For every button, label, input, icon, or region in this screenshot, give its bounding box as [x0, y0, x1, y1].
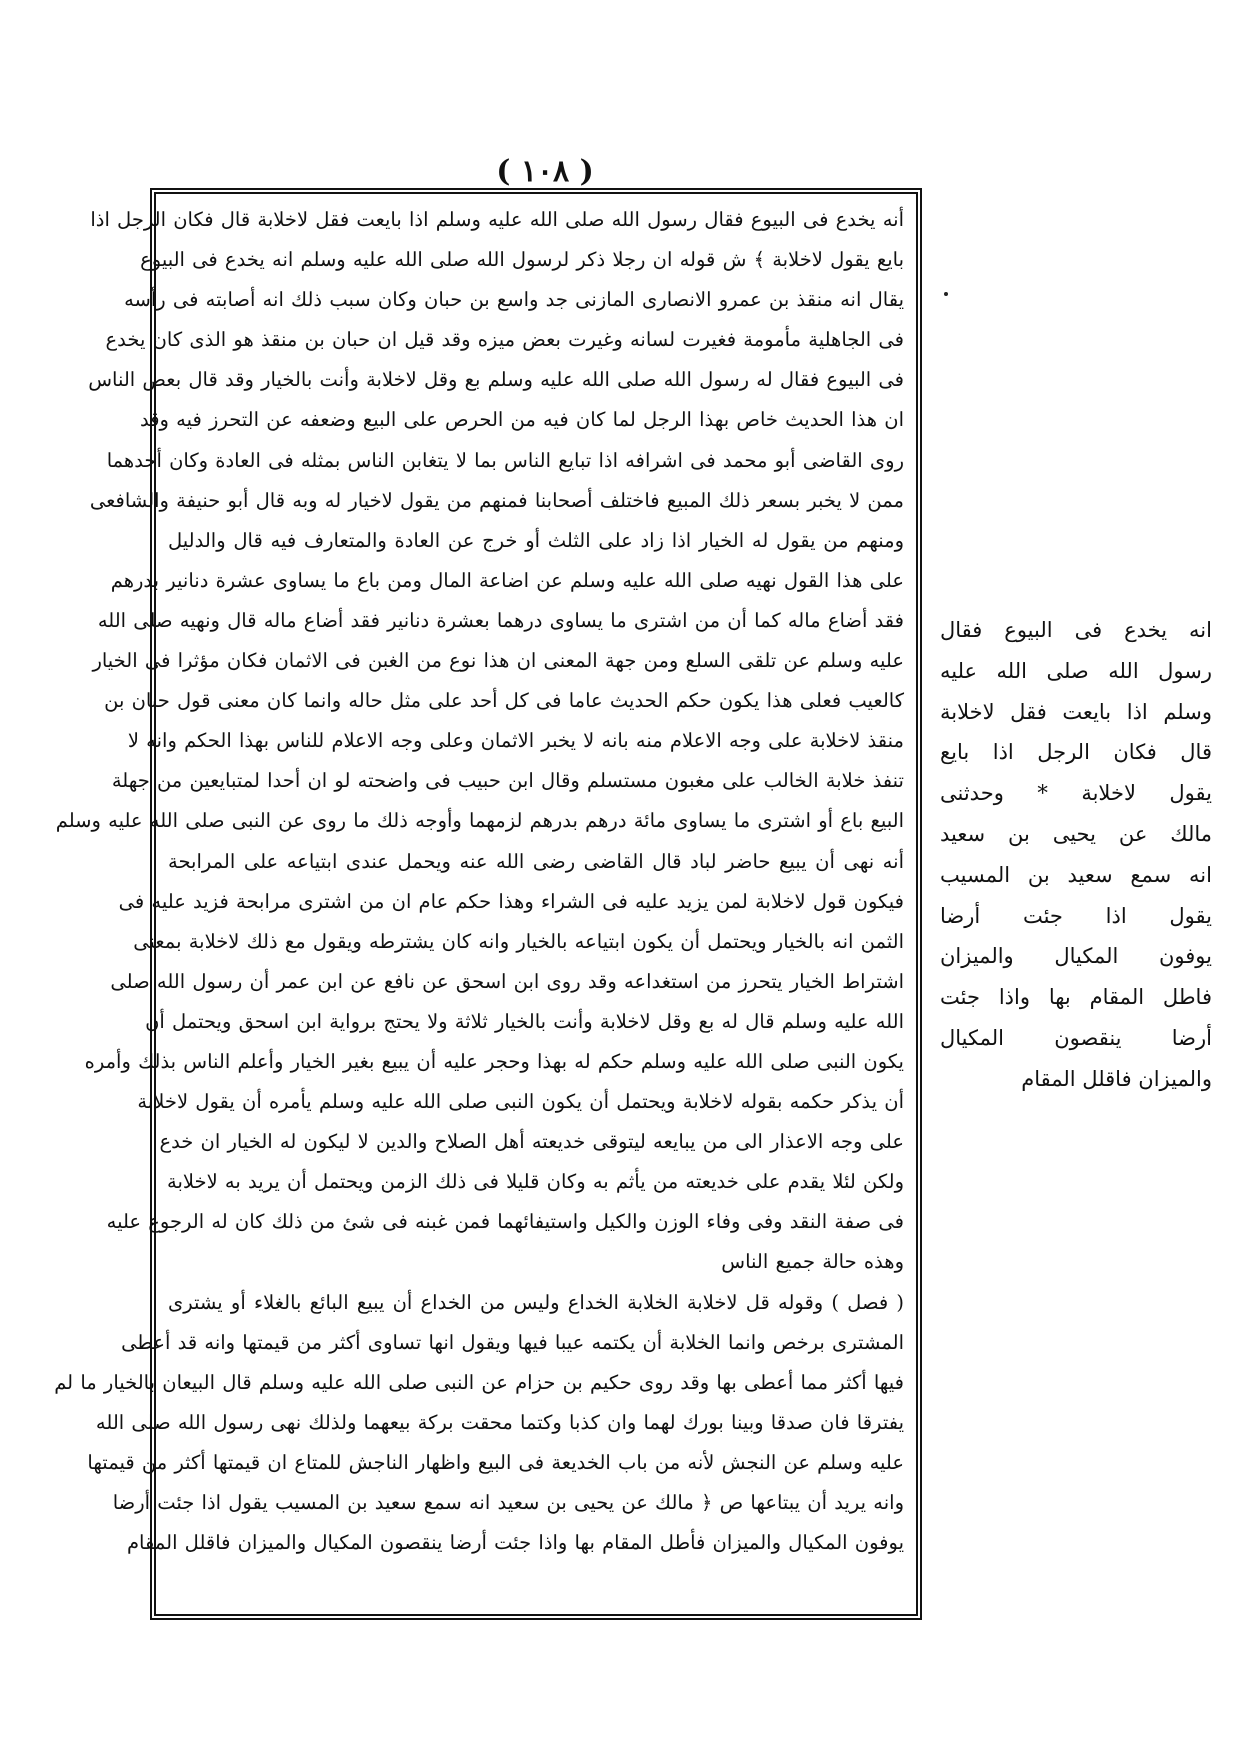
main-text-line: منقذ لاخلابة على وجه الاعلام منه بانه لا يخبر الاثمان وعلى وجه الاعلام للناس بهذا الحكم وانه لا [127, 729, 904, 753]
main-text-line: كالعيب فعلى هذا يكون حكم الحديث عاما فى كل أحد على مثل حاله وانما كان معنى قول حبان بن [104, 689, 904, 713]
main-text-line: وهذه حالة جميع الناس [721, 1250, 904, 1274]
margin-note-line: يوفون المكيال والميزان [940, 944, 1212, 969]
page-number: ( ١٠٨ ) [496, 154, 594, 189]
margin-note-line: فاطل المقام بها واذا جئت [940, 985, 1212, 1010]
main-text-line: عليه وسلم عن تلقى السلع ومن جهة المعنى ان هذا نوع من الغبن فى الاثمان فكان مؤثرا فى الخيار [92, 649, 904, 673]
margin-note-line: مالك عن يحيى بن سعيد [940, 821, 1212, 846]
main-text-line: على وجه الاعذار الى من يبايعه ليتوقى خديعته أهل الصلاح والدين لا ليكون له الخيار ان خدع [159, 1130, 904, 1154]
main-text-line: تنفذ خلابة الخالب على مغبون مستسلم وقال ابن حبيب فى واضحته لو ان أحدا لمتبايعين من جهلة [111, 769, 904, 793]
main-text-line: البيع باع أو اشترى ما يساوى مائة درهم بدرهم لزمهما وأوجه ذلك ما روى عن النبى صلى الله عليه وسلم [55, 809, 904, 833]
main-text-frame [54, 188, 922, 1620]
main-text-line: عليه وسلم عن النجش لأنه من باب الخديعة فى البيع واظهار الناجش للمتاع ان قيمتها أكثر من قيمتها [87, 1450, 904, 1474]
main-text-line: ولكن لئلا يقدم على خديعته من يأثم به وكان قليلا فى ذلك الزمن ويحتمل أن يريد به لاخلابة [167, 1170, 904, 1194]
main-text-line: فيكون قول لاخلابة لمن يزيد عليه فى الشراء وهذا حكم عام ان من اشترى مرابحة فزيد عليه فى [118, 889, 904, 913]
margin-note-line: انه سمع سعيد بن المسيب [940, 862, 1212, 887]
main-text-line: المشترى برخص وانما الخلابة أن يكتمه عيبا فيها ويقول انها تساوى أكثر من قيمتها وانه قد أعطى [121, 1330, 904, 1354]
main-text-line: أنه نهى أن يبيع حاضر لباد قال القاضى رضى الله عنه ويحمل عندى ابتياعه على المرابحة [168, 849, 904, 873]
main-text-line: فى صفة النقد وفى وفاء الوزن والكيل واستيفائهما فمن غبنه فى شئ من ذلك كان له الرجوع عليه [106, 1210, 904, 1234]
main-text-line: فقد أضاع ماله كما أن من اشترى ما يساوى درهما بعشرة دنانير فقد أضاع ماله قال ونهيه صلى الله [97, 608, 904, 632]
margin-note-line: يقول اذا جئت أرضا [940, 903, 1212, 928]
main-text-line: يكون النبى صلى الله عليه وسلم حكم له بهذا وحجر عليه أن يبيع بغير الخيار وأعلم الناس بذلك وأمره [84, 1049, 904, 1073]
margin-note-line: أرضا ينقصون المكيال [940, 1025, 1212, 1050]
margin-note-line: رسول الله صلى الله عليه [940, 658, 1212, 683]
margin-note-line: قال فكان الرجل اذا بايع [940, 740, 1212, 765]
margin-dot [944, 292, 948, 296]
main-text-line: فيها أكثر مما أعطى بها وقد روى حكيم بن حزام عن النبى صلى الله عليه وسلم قال البيعان بالخيار ما لم [54, 1370, 904, 1394]
main-text-line: فى البيوع فقال له رسول الله صلى الله عليه وسلم بع وقل لاخلابة وأنت بالخيار وقد قال بعض الناس [88, 368, 904, 392]
margin-note-line: وسلم اذا بايعت فقل لاخلابة [940, 699, 1212, 724]
main-text-line: يقال انه منقذ بن عمرو الانصارى المازنى جد واسع بن حبان وكان سبب ذلك انه أصابته فى رأسه [124, 288, 904, 312]
main-text-line: الثمن انه بالخيار ويحتمل أن يكون ابتياعه بالخيار وانه كان يشترطه ويقول مع ذلك لاخلابة بمعنى [133, 929, 904, 953]
margin-note-line: يقول لاخلابة * وحدثنى [940, 781, 1212, 806]
margin-note-line: والميزان فاقلل المقام [1021, 1066, 1212, 1091]
main-text-line: على هذا القول نهيه صلى الله عليه وسلم عن اضاعة المال ومن باع ما يساوى عشرة دنانير بدرهم [110, 568, 904, 592]
main-text-line: يفترقا فان صدقا وبينا بورك لهما وان كذبا وكتما محقت بركة بيعهما ولذلك نهى رسول الله صلى الله [95, 1410, 904, 1434]
main-text-line: ( فصل ) وقوله قل لاخلابة الخلابة الخداع وليس من الخداع أن يبيع البائع بالغلاء أو يشترى [168, 1290, 904, 1314]
main-text-line: أن يذكر حكمه بقوله لاخلابة ويحتمل أن يكون النبى صلى الله عليه وسلم يأمره أن يقول لاخلابة [137, 1090, 904, 1114]
main-text-line: ان هذا الحديث خاص بهذا الرجل لما كان فيه من الحرص على البيع وضعفه عن التحرز فيه وقد [140, 408, 904, 432]
main-text-line: فى الجاهلية مأمومة فغيرت لسانه وغيرت بعض ميزه وقد قيل ان حبان بن منقذ هو الذى كان يخدع [105, 328, 904, 352]
main-text-line: يوفون المكيال والميزان فأطل المقام بها واذا جئت أرضا ينقصون المكيال والميزان فاقلل المقام [126, 1531, 904, 1555]
margin-note [940, 610, 1212, 1100]
main-text-line: الله عليه وسلم قال له بع وقل لاخلابة وأنت بالخيار ثلاثة ولا يحتج برواية ابن اسحق ويحتمل أن [145, 1009, 904, 1033]
main-text-line: وانه يريد أن يبتاعها ص ﴿ مالك عن يحيى بن سعيد انه سمع سعيد بن المسيب يقول اذا جئت أرضا [112, 1491, 904, 1514]
main-text-line: أنه يخدع فى البيوع فقال رسول الله صلى الله عليه وسلم اذا بايعت فقل لاخلابة قال فكان الرجل اذا [90, 208, 904, 231]
margin-note-line: انه يخدع فى البيوع فقال [940, 618, 1212, 642]
main-text-line: ومنهم من يقول له الخيار اذا زاد على الثلث أو خرج عن العادة والمتعارف فيه قال والدليل [168, 528, 904, 552]
main-text-line: اشتراط الخيار يتحرز من استغداعه وقد روى ابن اسحق عن نافع عن ابن عمر أن رسول الله صلى [110, 969, 904, 993]
main-text-line: ممن لا يخبر بسعر ذلك المبيع فاختلف أصحابنا فمنهم من يقول لاخيار له وبه قال أبو حنيفة والشافعى [89, 488, 904, 512]
main-text-line: روى القاضى أبو محمد فى اشرافه اذا تبايع الناس بما لا يتغابن الناس بمثله فى العادة وكان أحدهما [106, 448, 904, 472]
main-text-body [54, 200, 904, 1563]
main-text-line: بايع يقول لاخلابة ﴾ ش قوله ان رجلا ذكر لرسول الله صلى الله عليه وسلم انه يخدع فى البيوع [140, 248, 904, 272]
